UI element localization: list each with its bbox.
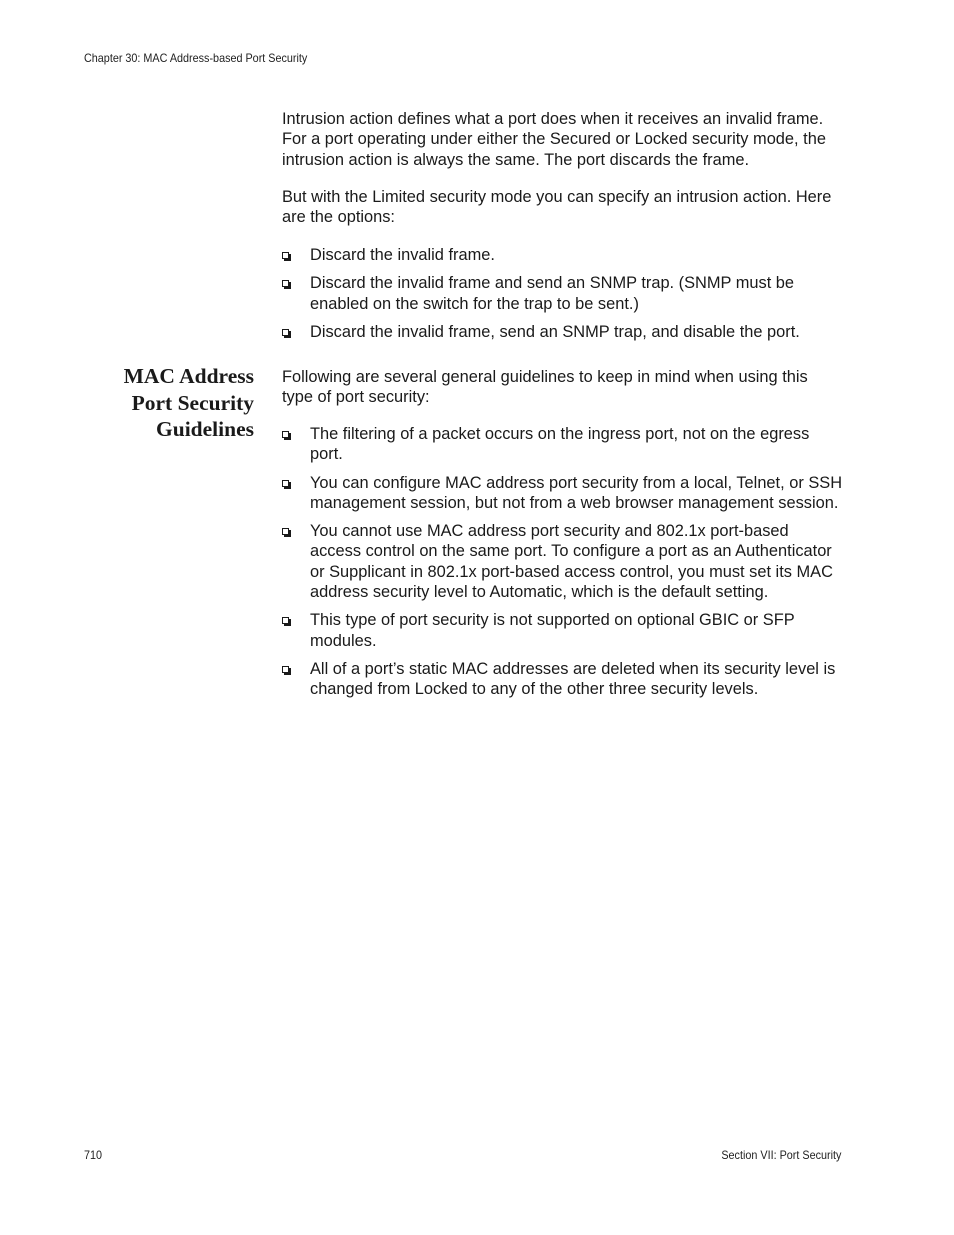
list-item-text: Discard the invalid frame. bbox=[310, 246, 495, 264]
list-item bbox=[282, 610, 844, 651]
list-item-text: This type of port security is not supported on optional GBIC or SFP modules. bbox=[310, 611, 795, 650]
list-item-text: Discard the invalid frame and send an SNMP trap. (SNMP must be enabled on the switch for the trap to be sent.) bbox=[310, 274, 795, 313]
checkbox-bullet-icon bbox=[282, 329, 289, 336]
list-item bbox=[282, 273, 844, 314]
checkbox-bullet-icon bbox=[282, 252, 289, 259]
list-item-text: You cannot use MAC address port security and 802.1x port-based access control on the same port. To configure a port as an Authenticator or Supplicant in 802.1x port-based access control, you must set its MAC address security level to Automatic, which is the default setting. bbox=[310, 522, 833, 602]
guidelines-intro bbox=[282, 367, 842, 408]
list-item bbox=[282, 245, 844, 265]
checkbox-bullet-icon bbox=[282, 528, 289, 535]
intro-paragraph-1-text: Intrusion action defines what a port does when it receives an invalid frame. For a port operating under either the Secured or Locked security mode, the intrusion action is always the same. The port discards the frame. bbox=[282, 110, 826, 169]
list-item-text: All of a port’s static MAC addresses are deleted when its security level is changed from Locked to any of the other three security levels. bbox=[310, 659, 836, 699]
intro-paragraph-2-text: But with the Limited security mode you can specify an intrusion action. Here are the options: bbox=[282, 188, 832, 227]
checkbox-bullet-icon bbox=[282, 617, 289, 624]
checkbox-bullet-icon bbox=[282, 666, 289, 673]
section-heading-line: Port Security bbox=[131, 390, 254, 415]
checkbox-bullet-icon bbox=[282, 480, 289, 487]
intro-paragraph-2 bbox=[282, 187, 842, 228]
checkbox-bullet-icon bbox=[282, 431, 289, 438]
list-item bbox=[282, 659, 844, 700]
list-item-text: Discard the invalid frame, send an SNMP trap, and disable the port. bbox=[310, 322, 800, 341]
section-heading bbox=[124, 363, 254, 443]
intrusion-options-list bbox=[282, 245, 844, 350]
list-item bbox=[282, 424, 844, 465]
page-number: 710 bbox=[84, 1148, 103, 1162]
list-item bbox=[282, 473, 844, 514]
list-item-text: The filtering of a packet occurs on the ingress port, not on the egress port. bbox=[310, 425, 810, 464]
intro-paragraph-1 bbox=[282, 109, 842, 170]
list-item-text: You can configure MAC address port security from a local, Telnet, or SSH management session, but not from a web browser management session. bbox=[310, 473, 843, 512]
guidelines-list bbox=[282, 424, 844, 708]
checkbox-bullet-icon bbox=[282, 280, 289, 287]
running-header: Chapter 30: MAC Address-based Port Security bbox=[84, 51, 308, 65]
section-footer: Section VII: Port Security bbox=[720, 1148, 841, 1162]
section-heading-line: Guidelines bbox=[156, 417, 254, 441]
list-item bbox=[282, 521, 844, 602]
guidelines-intro-text: Following are several general guidelines to keep in mind when using this type of port security: bbox=[282, 368, 808, 407]
section-heading-line: MAC Address bbox=[123, 364, 254, 388]
list-item bbox=[282, 322, 844, 342]
